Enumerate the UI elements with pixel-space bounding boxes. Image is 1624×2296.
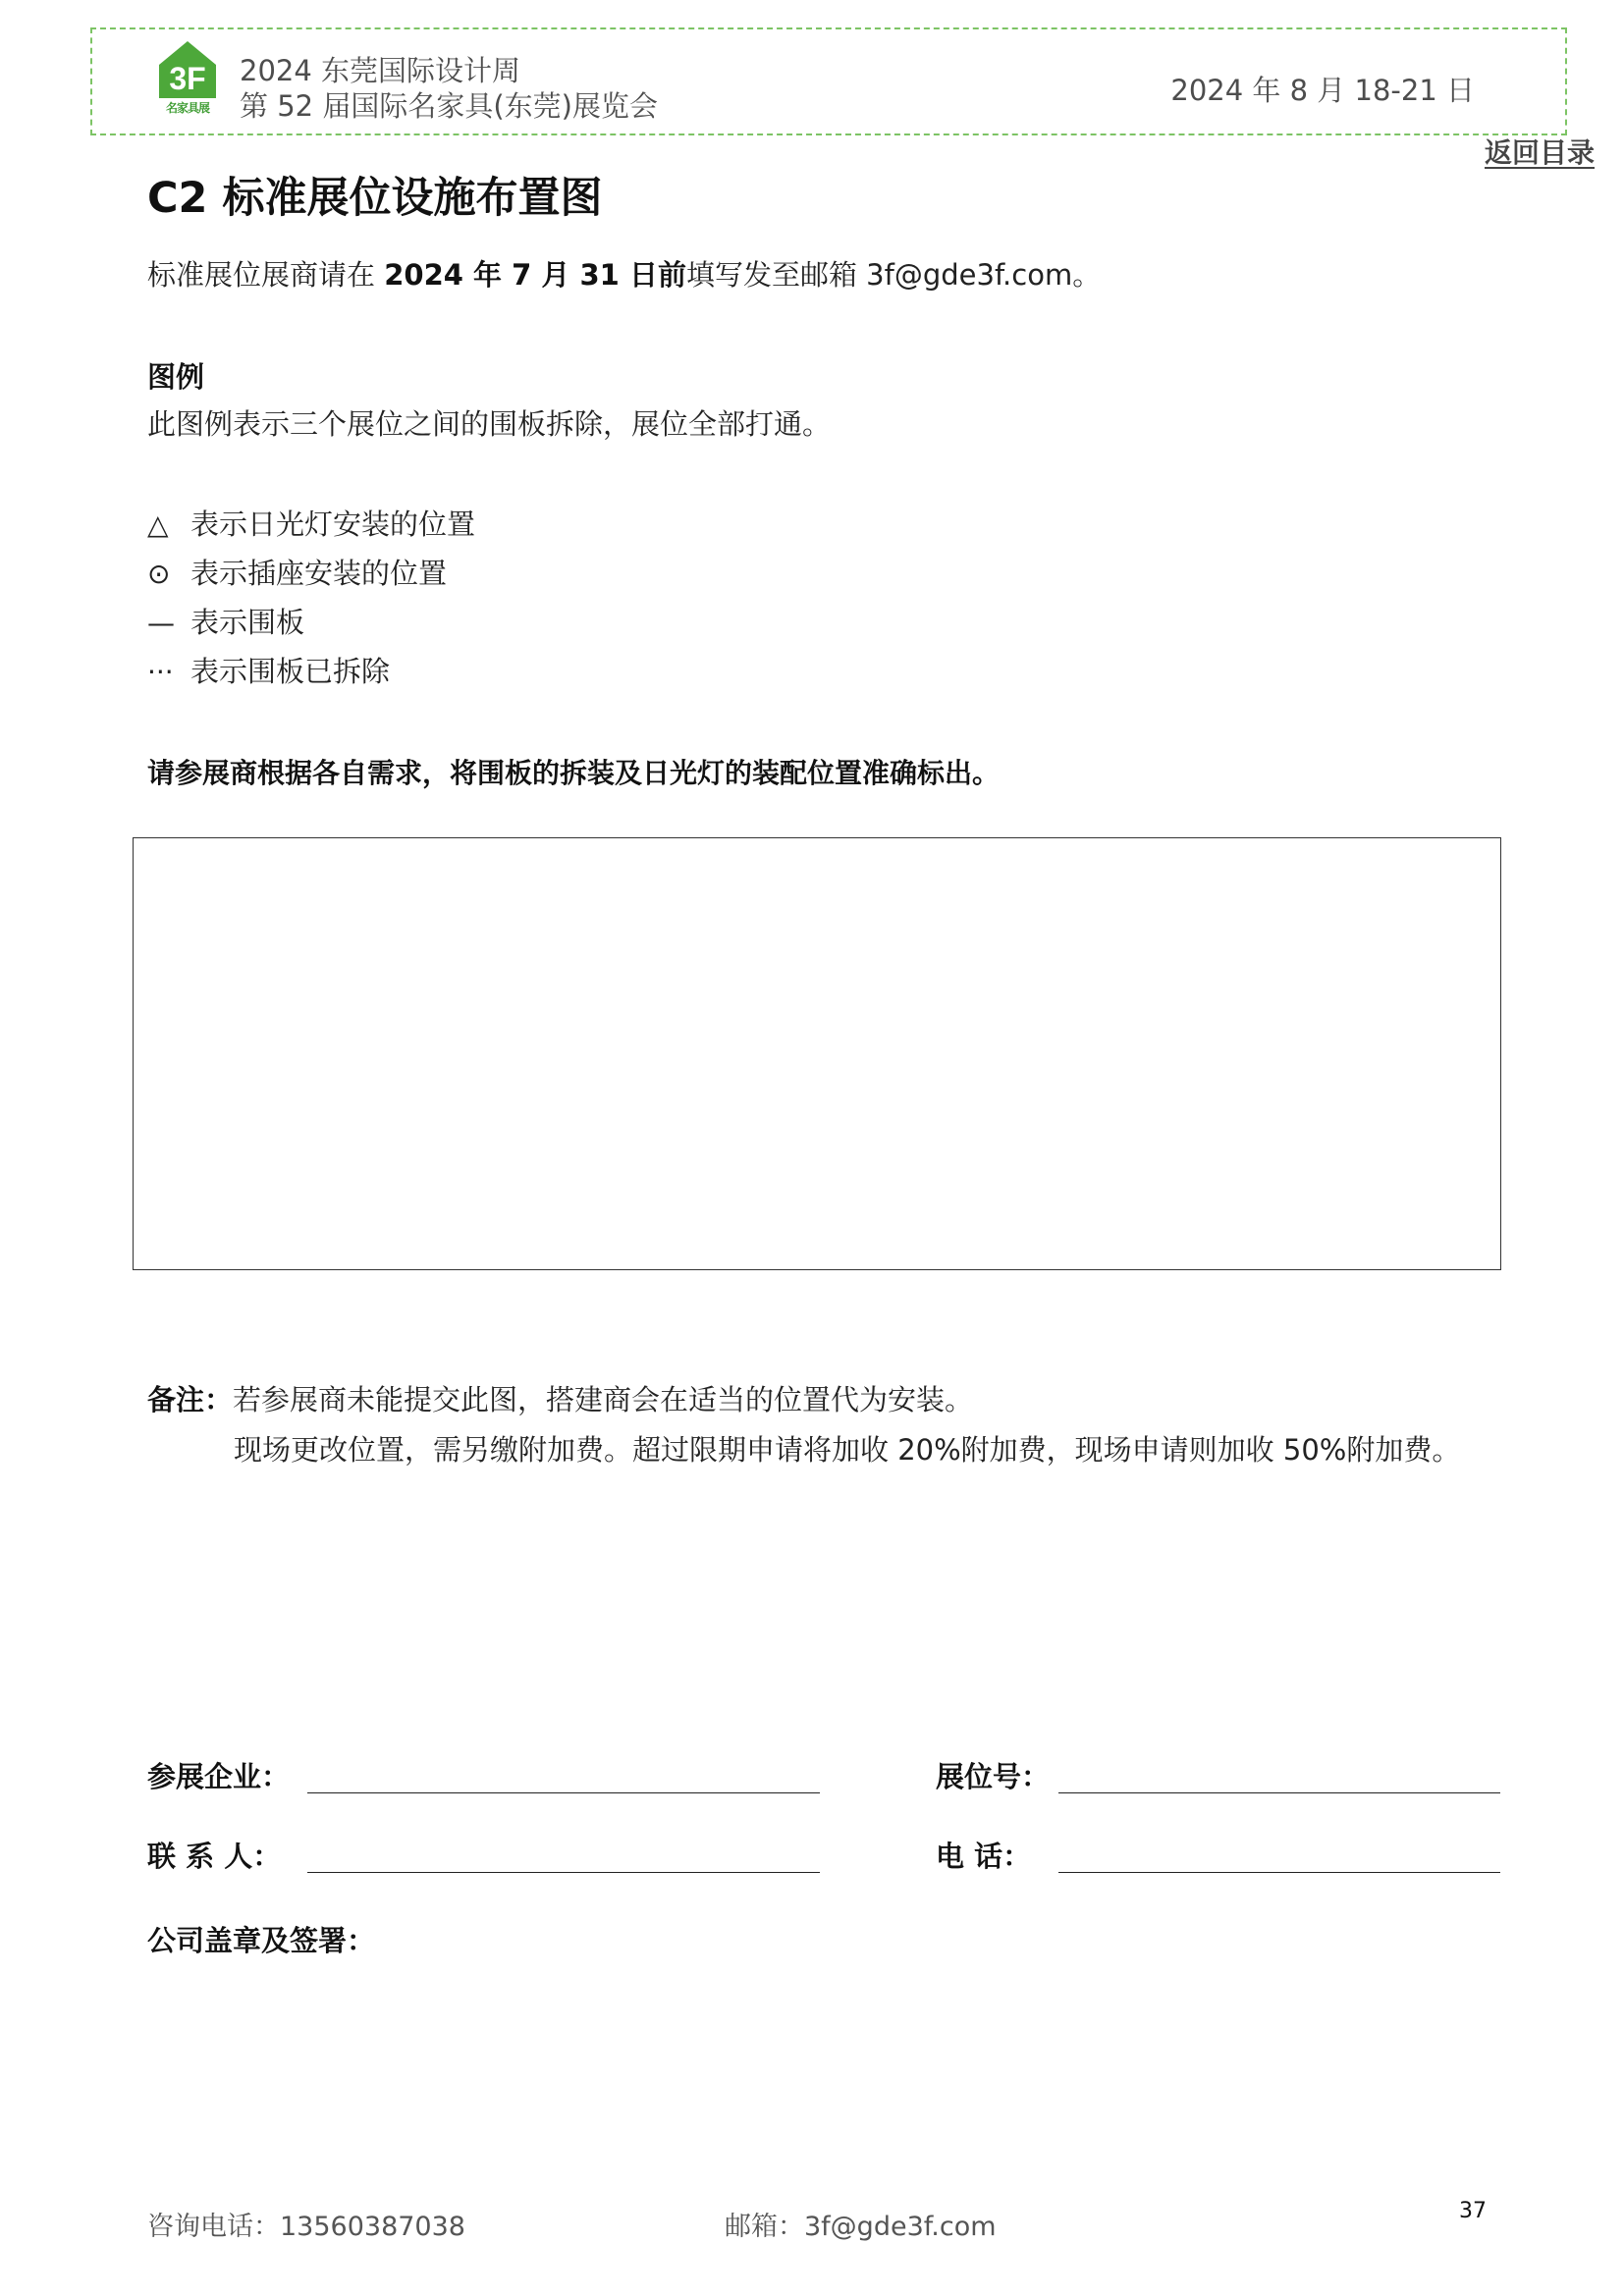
legend-label: 表示插座安装的位置 xyxy=(190,557,448,590)
legend-label: 表示日光灯安装的位置 xyxy=(190,507,476,541)
svg-text:3F: 3F xyxy=(169,61,206,96)
phone-field[interactable] xyxy=(1058,1872,1500,1873)
intro-text xyxy=(147,253,1101,294)
footer-email: 邮箱：3f@gde3f.com xyxy=(725,2212,997,2242)
legend-label: 表示围板已拆除 xyxy=(190,655,391,688)
company-field[interactable] xyxy=(307,1792,820,1793)
legend-item-panel-removed xyxy=(147,650,390,690)
brand-logo xyxy=(157,39,218,118)
legend-item-panel xyxy=(147,601,304,641)
legend-item-fluorescent xyxy=(147,503,475,543)
contact-field[interactable] xyxy=(307,1872,820,1873)
legend-description: 此图例表示三个展位之间的围板拆除，展位全部打通。 xyxy=(147,407,832,441)
legend-item-socket xyxy=(147,552,447,592)
intro-prefix: 标准展位展商请在 xyxy=(147,258,385,292)
page-title: C2 标准展位设施布置图 xyxy=(147,174,603,223)
intro-deadline: 2024 年 7 月 31 日前 xyxy=(384,258,686,292)
stamp-signature-label: 公司盖章及签署： xyxy=(147,1924,376,1957)
logo-text: 名家具展 xyxy=(165,101,209,115)
note-line-1 xyxy=(147,1378,973,1418)
page-header xyxy=(90,27,1567,135)
company-label: 参展企业： xyxy=(147,1760,291,1793)
instruction-text: 请参展商根据各自需求，将围板的拆装及日光灯的装配位置准确标出。 xyxy=(147,757,1001,789)
logo-house-icon xyxy=(157,39,218,100)
legend-label: 表示围板 xyxy=(190,606,305,639)
contact-label: 联 系 人： xyxy=(147,1840,282,1873)
page-number: 37 xyxy=(1459,2199,1487,2223)
note-label: 备注： xyxy=(147,1383,234,1416)
event-date: 2024 年 8 月 18-21 日 xyxy=(1170,74,1475,107)
dotted-line-icon: ··· xyxy=(147,656,174,688)
layout-drawing-area[interactable] xyxy=(133,837,1501,1270)
back-to-contents-link[interactable]: 返回目录 xyxy=(1485,136,1596,169)
socket-icon: ⊙ xyxy=(147,558,171,590)
note-line-2: 现场更改位置，需另缴附加费。超过限期申请将加收 20%附加费，现场申请则加收 50%附加费。 xyxy=(234,1433,1461,1467)
phone-label: 电 话： xyxy=(936,1840,1032,1873)
legend-heading: 图例 xyxy=(147,360,205,394)
booth-number-field[interactable] xyxy=(1058,1792,1500,1793)
booth-number-label: 展位号： xyxy=(936,1760,1051,1793)
intro-suffix: 填写发至邮箱 3f@gde3f.com。 xyxy=(685,258,1102,292)
event-title: 2024 东莞国际设计周 xyxy=(240,54,521,87)
triangle-icon: △ xyxy=(147,508,169,541)
solid-line-icon: — xyxy=(147,607,175,639)
note-text-1: 若参展商未能提交此图，搭建商会在适当的位置代为安装。 xyxy=(233,1383,974,1416)
exhibition-title: 第 52 届国际名家具(东莞)展览会 xyxy=(240,89,658,123)
footer-phone: 咨询电话：13560387038 xyxy=(147,2212,465,2242)
